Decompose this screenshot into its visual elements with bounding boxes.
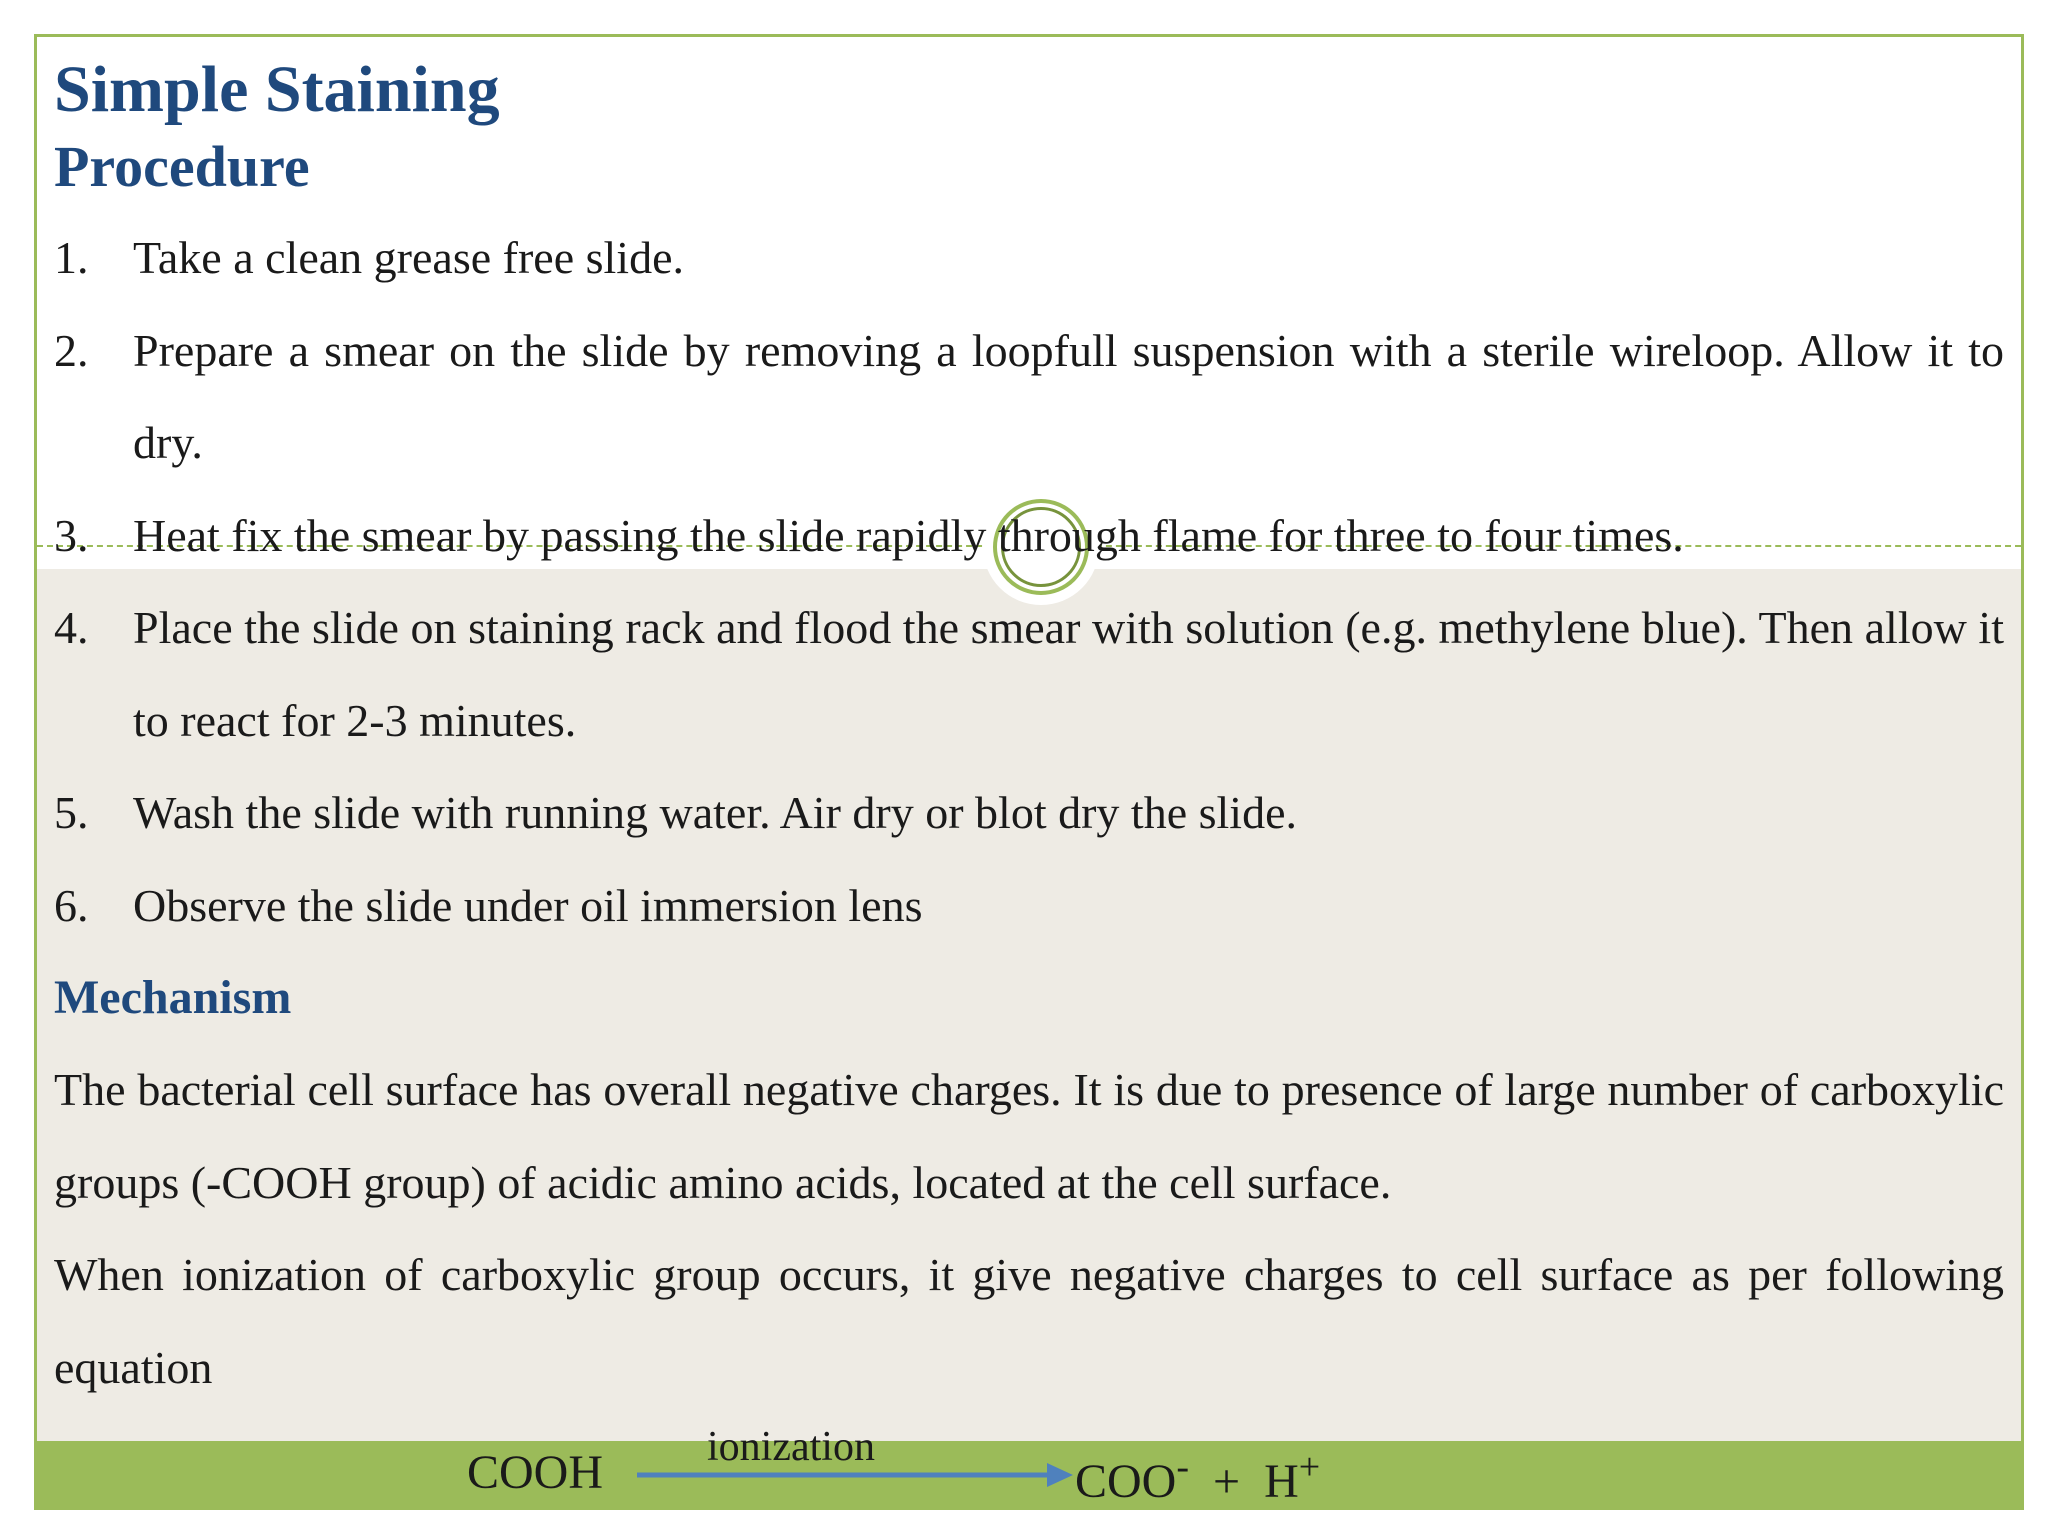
step-text: Take a clean grease free slide. (133, 232, 684, 283)
procedure-step (54, 490, 2004, 583)
mechanism-heading: Mechanism (54, 971, 292, 1024)
reaction-arrow-icon (635, 1455, 1075, 1495)
equation-product-2-charge: + (1298, 1446, 1321, 1488)
equation-product-2: H (1264, 1455, 1299, 1508)
procedure-step (54, 767, 2004, 860)
step-text: Observe the slide under oil immersion lens (133, 879, 923, 931)
slide-title: Simple Staining (54, 53, 500, 126)
procedure-step (54, 212, 2004, 305)
step-number: 2. (54, 324, 89, 376)
procedure-step (54, 860, 2004, 953)
procedure-step (54, 582, 2004, 767)
procedure-step (54, 305, 2004, 490)
equation-plus: + (1213, 1455, 1241, 1508)
equation-product-1-charge: - (1176, 1446, 1189, 1488)
equation-reactant: COOH (467, 1446, 604, 1499)
step-text: Place the slide on staining rack and flood the smear with solution (e.g. methylene blue). Then allow it to react for 2-3 minutes. (133, 602, 2004, 746)
step-number: 3. (54, 509, 89, 561)
mechanism-paragraph: The bacterial cell surface has overall negative charges. It is due to presence of large number of carboxylic groups (-COOH group) of acidic amino acids, located at the cell surface. (54, 1064, 2004, 1208)
equation-product-1: COO (1075, 1455, 1177, 1508)
step-number: 6. (54, 879, 89, 931)
procedure-steps (54, 212, 2004, 952)
mechanism-paragraph: When ionization of carboxylic group occurs, it give negative charges to cell surface as per following equation (54, 1249, 2004, 1393)
equation-arrow-label: ionization (707, 1424, 875, 1470)
step-number: 1. (54, 232, 89, 283)
step-text: Prepare a smear on the slide by removing a loopfull suspension with a sterile wireloop. Allow it to dry. (133, 324, 2004, 468)
ionization-equation (37, 1424, 2021, 1510)
equation-products (1075, 1445, 1320, 1509)
slide-content (54, 40, 2004, 1414)
step-text: Heat fix the smear by passing the slide rapidly through flame for three to four times. (133, 509, 1684, 561)
step-number: 4. (54, 602, 89, 653)
procedure-heading: Procedure (54, 134, 310, 199)
step-text: Wash the slide with running water. Air dry or blot dry the slide. (133, 787, 1297, 838)
step-number: 5. (54, 787, 89, 838)
